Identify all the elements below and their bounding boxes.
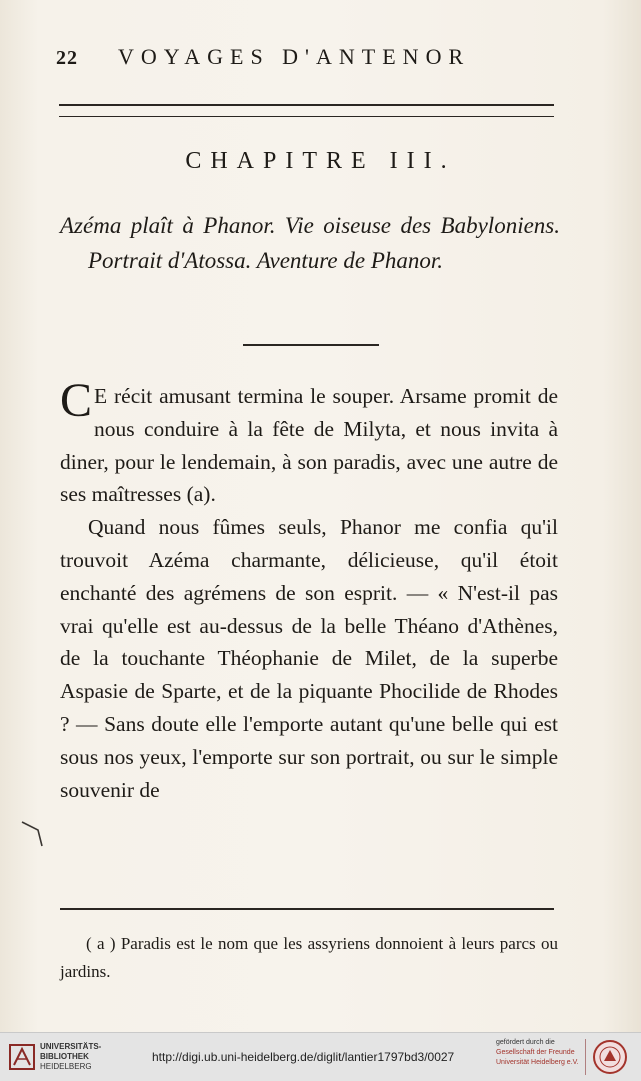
paragraph-1 (60, 374, 558, 511)
page-number: 22 (56, 47, 78, 69)
university-library-logo-icon (8, 1041, 36, 1073)
permalink-url[interactable]: http://digi.ub.uni-heidelberg.de/diglit/lantier1797bd3/0027 (152, 1050, 455, 1064)
chapter-summary: Azéma plaît à Phanor. Vie oiseuse des Babyloniens. Portrait d'Atossa. Aventure de Phanor. (60, 213, 560, 273)
paragraph-1-text: E récit amusant termina le souper. Arsame promit de nous conduire à la fête de Milyta, et nous invita à diner, pour le lendemain, à son paradis, avec une autre de ses maîtresses (a). (60, 384, 558, 507)
paragraph-2: Quand nous fûmes seuls, Phanor me confia qu'il trouvoit Azéma charmante, délicieuse, qu'il étoit enchanté des agrémens de son esprit. — « N'est-il pas vrai qu'elle est au-dessus de la belle Théano d'Athènes, de la touchante Théophanie de Milet, de la superbe Aspasie de Sparte, et de la piquante Phocilide de Rhodes ? — Sans doute elle l'emporte autant qu'une belle qui est sous nos yeux, l'emporte sur son portrait, ou sur le simple souvenir de (60, 515, 558, 802)
chapter-divider-rule (243, 344, 379, 346)
header-double-rule (59, 104, 554, 117)
body-text (60, 374, 558, 806)
footnote: ( a ) Paradis est le nom que les assyriens donnoient à leurs parcs ou jardins. (60, 934, 558, 981)
sponsor-line-2: Gesellschaft der Freunde (496, 1049, 575, 1056)
institution-line-1: UNIVERSITÄTS- (40, 1042, 102, 1051)
footnote-rule (60, 908, 554, 910)
sponsor-line-1: gefördert durch die (496, 1039, 555, 1046)
margin-pencil-mark-icon (20, 818, 46, 848)
sponsor-credit (496, 1038, 580, 1068)
drop-cap: C (60, 374, 93, 427)
institution-name (40, 1042, 101, 1072)
institution-line-3: HEIDELBERG (40, 1062, 92, 1071)
chapter-title: CHAPITRE III. (185, 148, 456, 174)
sponsor-line-3: Universität Heidelberg e.V. (496, 1059, 579, 1066)
university-seal-icon (590, 1039, 630, 1075)
running-header (56, 44, 581, 70)
running-title: VOYAGES D'ANTENOR (118, 44, 471, 69)
institution-line-2: BIBLIOTHEK (40, 1052, 89, 1061)
viewer-footer (0, 1032, 641, 1081)
sponsor-divider (585, 1039, 586, 1075)
